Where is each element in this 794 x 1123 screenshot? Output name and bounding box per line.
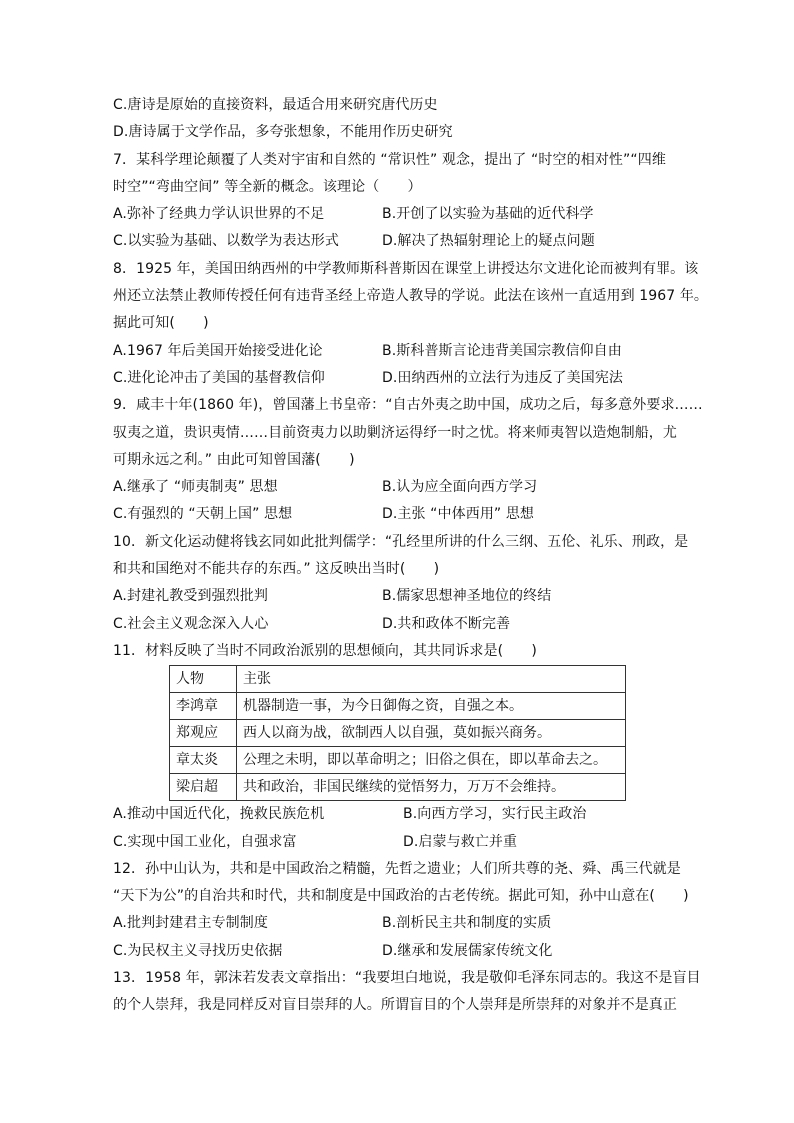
- question-9-option-d: D.主张 “中体西用” 思想: [382, 506, 535, 523]
- table-cell: 梁启超: [170, 774, 237, 801]
- question-7-option-d: D.解决了热辐射理论上的疑点问题: [382, 233, 595, 250]
- question-7-option-c: C.以实验为基础、以数学为表达形式: [113, 233, 339, 250]
- question-9-option-c: C.有强烈的 “天朝上国” 思想: [113, 506, 293, 523]
- table-cell: 机器制造一事，为今日御侮之资，自强之本。: [237, 693, 626, 720]
- question-13-stem-line-1: 13．1958 年，郭沫若发表文章指出：“我要坦白地说，我是敬仰毛泽东同志的。我这不是盲目: [113, 970, 701, 987]
- question-10-option-d: D.共和政体不断完善: [382, 615, 511, 632]
- question-12-option-b: B.剖析民主共和制度的实质: [382, 915, 552, 932]
- question-10-stem-line-1: 10．新文化运动健将钱玄同如此批判儒学：“孔经里所讲的什么三纲、五伦、礼乐、刑政，是: [113, 533, 689, 550]
- question-11-options-cd: [113, 829, 685, 856]
- table-header-cell: 人物: [170, 666, 237, 693]
- question-12-option-a: A.批判封建君主专制制度: [113, 915, 268, 932]
- question-12-stem-line-1: 12．孙中山认为，共和是中国政治之精髓，先哲之遗业；人们所共尊的尧、舜、禹三代就是: [113, 860, 681, 877]
- question-11-options-ab: [113, 801, 685, 828]
- question-7-stem-line-1: 7．某科学理论颠覆了人类对宇宙和自然的 “常识性” 观念，提出了 “时空的相对性”“四维: [113, 151, 666, 168]
- question-7-options-ab: [113, 201, 685, 228]
- table-cell: 郑观应: [170, 720, 237, 747]
- question-9-options-cd: [113, 501, 685, 528]
- question-8-stem-line-3: 据此可知( ): [113, 315, 209, 332]
- question-12-option-d: D.继承和发展儒家传统文化: [382, 942, 553, 959]
- question-11-option-d: D.启蒙与救亡并重: [403, 833, 518, 850]
- question-8-options-cd: [113, 365, 685, 392]
- question-10-option-b: B.儒家思想神圣地位的终结: [382, 588, 552, 605]
- question-13-stem-line-2: 的个人崇拜，我是同样反对盲目崇拜的人。所谓盲目的个人崇拜是所崇拜的对象并不是真正: [113, 997, 677, 1014]
- question-8-stem-line-1: 8．1925 年，美国田纳西州的中学教师斯科普斯因在课堂上讲授达尔文进化论而被判有罪。该: [113, 260, 699, 277]
- table-cell: 公理之未明，即以革命明之；旧俗之俱在，即以革命去之。: [237, 747, 626, 774]
- question-9-stem-line-3: 可期永远之利。” 由此可知曾国藩( ): [113, 451, 355, 468]
- option-c-prev: C.唐诗是原始的直接资料，最适合用来研究唐代历史: [113, 97, 438, 113]
- question-12-options-cd: [113, 938, 685, 965]
- question-10-option-a: A.封建礼教受到强烈批判: [113, 588, 268, 605]
- question-7-option-a: A.弥补了经典力学认识世界的不足: [113, 206, 325, 223]
- question-8-options-ab: [113, 338, 685, 365]
- exam-page: [113, 92, 709, 1020]
- question-11-table: [169, 665, 626, 801]
- question-12-option-c: C.为民权主义寻找历史依据: [113, 942, 283, 959]
- table-row: [170, 720, 626, 747]
- question-7-stem-line-2: 时空”“弯曲空间” 等全新的概念。该理论（ ）: [113, 178, 422, 195]
- question-8-stem-line-2: 州还立法禁止教师传授任何有违背圣经上帝造人教导的学说。此法在该州一直适用到 1967 年。: [113, 288, 709, 305]
- question-12-options-ab: [113, 910, 685, 937]
- question-11-option-b: B.向西方学习，实行民主政治: [403, 806, 587, 823]
- question-10-option-c: C.社会主义观念深入人心: [113, 615, 269, 632]
- table-row: [170, 774, 626, 801]
- question-9-stem-line-1: 9．咸丰十年(1860 年)，曾国藩上书皇帝：“自古外夷之助中国，成功之后，每多意外要求……: [113, 397, 703, 414]
- table-header-row: [170, 666, 626, 693]
- question-10-stem-line-2: 和共和国绝对不能共存的东西。” 这反映出当时( ): [113, 561, 440, 578]
- question-7-option-b: B.开创了以实验为基础的近代科学: [382, 206, 594, 223]
- question-8-option-b: B.斯科普斯言论违背美国宗教信仰自由: [382, 342, 622, 359]
- question-9-option-b: B.认为应全面向西方学习: [382, 479, 538, 496]
- question-11-option-a: A.推动中国近代化，挽救民族危机: [113, 806, 325, 823]
- table-cell: 章太炎: [170, 747, 237, 774]
- question-10-options-ab: [113, 583, 685, 610]
- table-row: [170, 693, 626, 720]
- question-11-option-c: C.实现中国工业化，自强求富: [113, 833, 297, 850]
- table-cell: 西人以商为战，欲制西人以自强，莫如振兴商务。: [237, 720, 626, 747]
- table-cell: 李鸿章: [170, 693, 237, 720]
- option-d-prev: D.唐诗属于文学作品，多夸张想象，不能用作历史研究: [113, 124, 453, 141]
- question-10-options-cd: [113, 611, 685, 638]
- question-11-stem: 11．材料反映了当时不同政治派别的思想倾向，其共同诉求是( ): [113, 642, 537, 659]
- question-8-option-d: D.田纳西州的立法行为违反了美国宪法: [382, 369, 624, 386]
- question-8-option-a: A.1967 年后美国开始接受进化论: [113, 342, 323, 359]
- table-row: [170, 747, 626, 774]
- question-9-stem-line-2: 驭夷之道，贵识夷情……目前资夷力以助剿济运得纾一时之忧。将来师夷智以造炮制船，尤: [113, 424, 677, 441]
- question-8-option-c: C.进化论冲击了美国的基督教信仰: [113, 369, 325, 386]
- table-cell: 共和政治，非国民继续的觉悟努力，万万不会维持。: [237, 774, 626, 801]
- question-9-options-ab: [113, 474, 685, 501]
- question-9-option-a: A.继承了 “师夷制夷” 思想: [113, 479, 278, 496]
- table-header-cell: 主张: [237, 666, 626, 693]
- question-7-options-cd: [113, 228, 685, 255]
- question-12-stem-line-2: “天下为公”的自治共和时代，共和制度是中国政治的古老传统。据此可知，孙中山意在( ): [113, 888, 689, 905]
